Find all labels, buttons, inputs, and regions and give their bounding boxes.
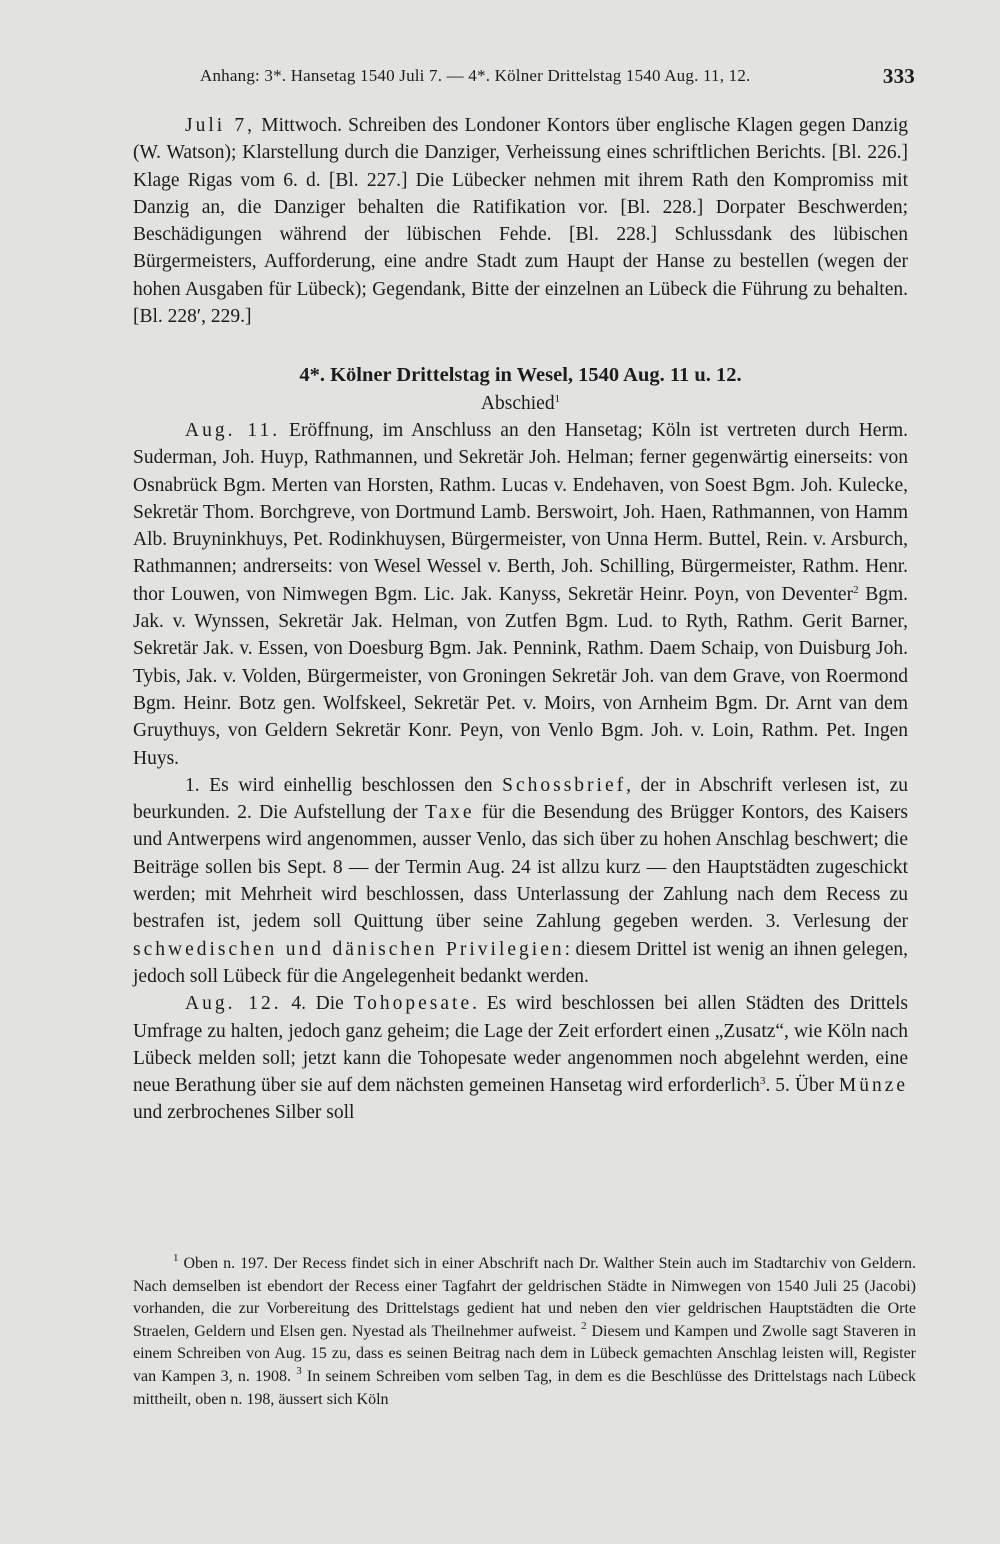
- aug-12-text-3: . 5. Über: [765, 1075, 839, 1097]
- footnote-1-mark: 1: [173, 1252, 179, 1264]
- section-heading: 4*. Kölner Drittelstag in Wesel, 1540 Aug. 11 u. 12.: [299, 364, 742, 387]
- paragraph-juli-7: [133, 112, 908, 330]
- aug-12-text-1: 4. Die: [281, 993, 354, 1015]
- keyword-privilegien: schwedischen und dänischen Privilegien: [133, 938, 565, 960]
- footnote-3-text: In seinem Schreiben vom selben Tag, in dem es die Beschlüsse des Drittelstags nach Lübeck mittheilt, oben n. 198, äussert sich Köln: [133, 1367, 917, 1408]
- subheading-text: Abschied: [480, 392, 555, 414]
- paragraph-aug-12: [133, 990, 908, 1126]
- footnote-2-text: Diesem und Kampen und Zwolle sagt Staveren in einem Schreiben von Aug. 15 zu, dass es seinen Beitrag nach dem in Lübeck gemachten Anschlag leisten will, Register van Kampen 3, n. 1908.: [133, 1322, 917, 1385]
- footnote-1-text: Oben n. 197. Der Recess findet sich in einer Abschrift nach Dr. Walther Stein auch im Stadtarchiv von Geldern. Nach demselben ist ebendort der Recess einer Tagfahrt der geldrischen Städte in Nimwegen von 1540 Juli 25 (Jacobi) vorhanden, die zur Vorbereitung des Drittelstags gedient hat und neben den vier geldrischen Hauptstädten die Orte Straelen, Geldern und Elsen gen. Nyestad als Theilnehmer aufweist.: [133, 1255, 916, 1340]
- footnote-ref-2: 2: [853, 583, 859, 596]
- page-number: 333: [882, 64, 915, 88]
- footnote-ref-1: 1: [554, 392, 561, 405]
- running-title: Anhang: 3*. Hansetag 1540 Juli 7. — 4*. Kölner Drittelstag 1540 Aug. 11, 12.: [200, 66, 751, 85]
- footnotes: [133, 1253, 916, 1411]
- paragraph-aug-11: [133, 417, 908, 772]
- footnote-1: [133, 1253, 916, 1411]
- footnote-3-mark: 3: [296, 1364, 302, 1377]
- keyword-muenze: Münze: [838, 1075, 909, 1097]
- aug-12-text-4: und zerbrochenes Silber soll: [133, 1102, 355, 1124]
- date-juli-7: Juli 7,: [185, 115, 256, 136]
- date-aug-12: Aug. 12.: [185, 993, 282, 1015]
- date-aug-11: Aug. 11.: [185, 419, 281, 441]
- points-text-3: für die Besendung des Brügger Kontors, des Kaisers und Antwerpens wird angenommen, ausser Venlo, das sich über zu hohen Anschlag beschwert; die Beiträge sollen bis Sept. 8 — der Termin Aug. 24 ist allzu kurz — den Hauptstädten zugeschickt werden; mit Mehrheit wird beschlossen, dass Unterlassung der Zahlung nach dem Recess zu bestrafen ist, jedem soll Quittung über seine Zahlung gegeben werden. 3. Verlesung der: [133, 802, 909, 933]
- points-text-2: , der in Abschrift verlesen ist, zu beurkunden. 2. Die Aufstellung der: [133, 774, 908, 824]
- footnote-ref-3: 3: [759, 1075, 766, 1088]
- aug-11-text-a: Eröffnung, im Anschluss an den Hansetag; Köln ist vertreten durch Herm. Suderman, Joh. Huyp, Rathmannen, und Sekretär Joh. Helman; ferner gegenwärtig einerseits: von Osnabrück Bgm. Merten van Horsten, Rathm. Lucas v. Endehaven, von Soest Bgm. Joh. Kulecke, Sekretär Thom. Borchgreve, von Dortmund Lamb. Berswoirt, Joh. Haen, Rathmannen, von Hamm Alb. Bruyninkhuys, Pet. Rodinkhuysen, Bürgermeister, von Unna Herm. Buttel, Rein. v. Arsburch, Rathmannen; andrerseits: von Wesel Wessel v. Berth, Joh. Schilling, Bürgermeister, Rathm. Henr. thor Louwen, von Nimwegen Bgm. Lic. Jak. Kanyss, Sekretär Heinr. Poyn, von Deventer: [133, 419, 908, 605]
- paragraph-points: [133, 772, 908, 990]
- aug-11-text-b: Bgm. Jak. v. Wynssen, Sekretär Jak. Helman, von Zutfen Bgm. Lud. to Ryth, Rathm. Gerit Barner, Sekretär Jak. v. Essen, von Doesburg Bgm. Jak. Pennink, Rathm. Daem Schaip, von Duisburg Joh. Tybis, Jak. v. Volden, Bürgermeister, von Groningen Sekretär Joh. van dem Grave, von Roermond Bgm. Heinr. Botz gen. Wolfskeel, Sekretär Pet. v. Moirs, von Arnheim Bgm. Dr. Arnt van dem Gruythuys, von Geldern Sekretär Konr. Peyn, von Venlo Bgm. Joh. v. Loin, Rathm. Pet. Ingen Huys.: [133, 583, 908, 769]
- aug-12-text-2: . Es wird beschlossen bei allen Städten des Drittels Umfrage zu halten, jedoch ganz geheim; die Lage der Zeit erfordert einen „Zusatz“, wie Köln nach Lübeck melden soll; jetzt kann die Tohopesate weder angenommen noch abgelehnt werden, eine neue Berathung über sie auf dem nächsten gemeinen Hansetag wird erforderlich: [133, 993, 908, 1097]
- points-text-1: 1. Es wird einhellig beschlossen den: [185, 774, 503, 796]
- keyword-schossbrief: Schossbrief: [502, 774, 627, 796]
- main-text: [133, 112, 908, 1127]
- juli-7-text: Mittwoch. Schreiben des Londoner Kontors über englische Klagen gegen Danzig (W. Watson); Klarstellung durch die Danziger, Verheissung eines schriftlichen Berichts. [Bl. 226.] Klage Rigas vom 6. d. [Bl. 227.] Die Lübecker nehmen mit ihrem Rath den Kompromiss mit Danzig an, die Danziger behalten die Ratifikation vor. [Bl. 228.] Dorpater Beschwerden; Beschädigungen während der lübischen Fehde. [Bl. 228.] Schlussdank des lübischen Bürgermeisters, Aufforderung, eine andre Stadt zum Haupt der Hanse zu bestellen (wegen der hohen Ausgaben für Lübeck); Gegendank, Bitte der einzelnen an Lübeck die Führung zu behalten. [Bl. 228′, 229.]: [133, 115, 908, 328]
- keyword-tohopesate: Tohopesate: [353, 993, 473, 1015]
- section-subheading: [133, 390, 908, 417]
- keyword-taxe: Taxe: [424, 802, 475, 824]
- points-text-4: : diesem Drittel ist wenig an ihnen gelegen, jedoch soll Lübeck für die Angelegenheit bedankt werden.: [133, 938, 908, 987]
- page-header: [130, 64, 915, 90]
- footnote-2-mark: 2: [581, 1319, 587, 1332]
